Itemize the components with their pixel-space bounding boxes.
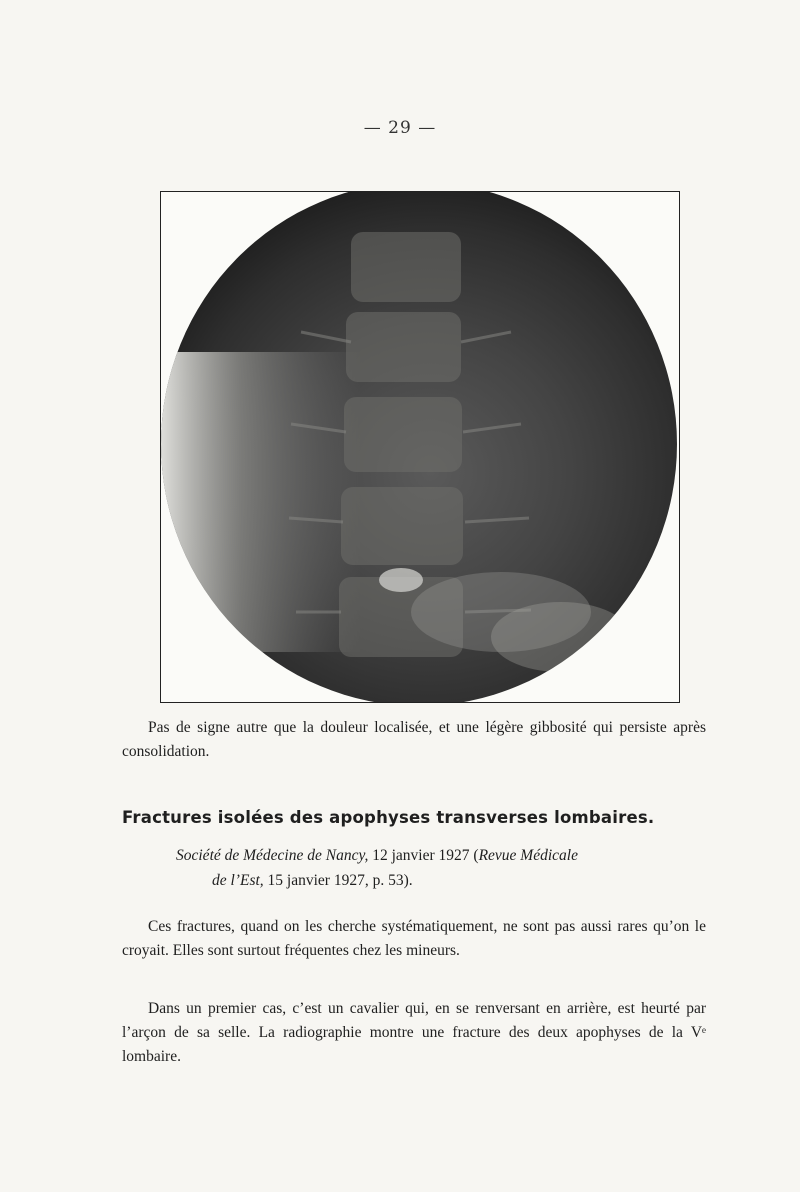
paragraph-3: Dans un premier cas, c’est un cavalier qui, en se renversant en arrière, est heurté par l’arçon de sa selle. La radiographie montre une fracture des deux apophyses de la Vᵉ lombaire.	[122, 1000, 706, 1065]
citation-journal-b: de l’Est,	[212, 872, 264, 889]
citation-date-1: 12 janvier 1927 (	[368, 847, 479, 864]
paragraph-2: Ces fractures, quand on les cherche systématiquement, ne sont pas aussi rares qu’on le croyait. Elles sont surtout fréquentes chez les mineurs.	[122, 918, 706, 959]
page-number: — 29 —	[363, 118, 437, 138]
radiograph-figure	[160, 191, 680, 703]
x-ray-image	[161, 192, 679, 702]
section-heading: Fractures isolées des apophyses transverses lombaires.	[122, 808, 655, 827]
citation-date-2: 15 janvier 1927, p. 53).	[263, 872, 413, 889]
citation	[176, 843, 716, 893]
citation-journal-a: Revue Médicale	[478, 847, 578, 864]
paragraph-1: Pas de signe autre que la douleur localisée, et une légère gibbosité qui persiste après consolidation.	[122, 719, 706, 760]
citation-society: Société de Médecine de Nancy,	[176, 847, 369, 864]
